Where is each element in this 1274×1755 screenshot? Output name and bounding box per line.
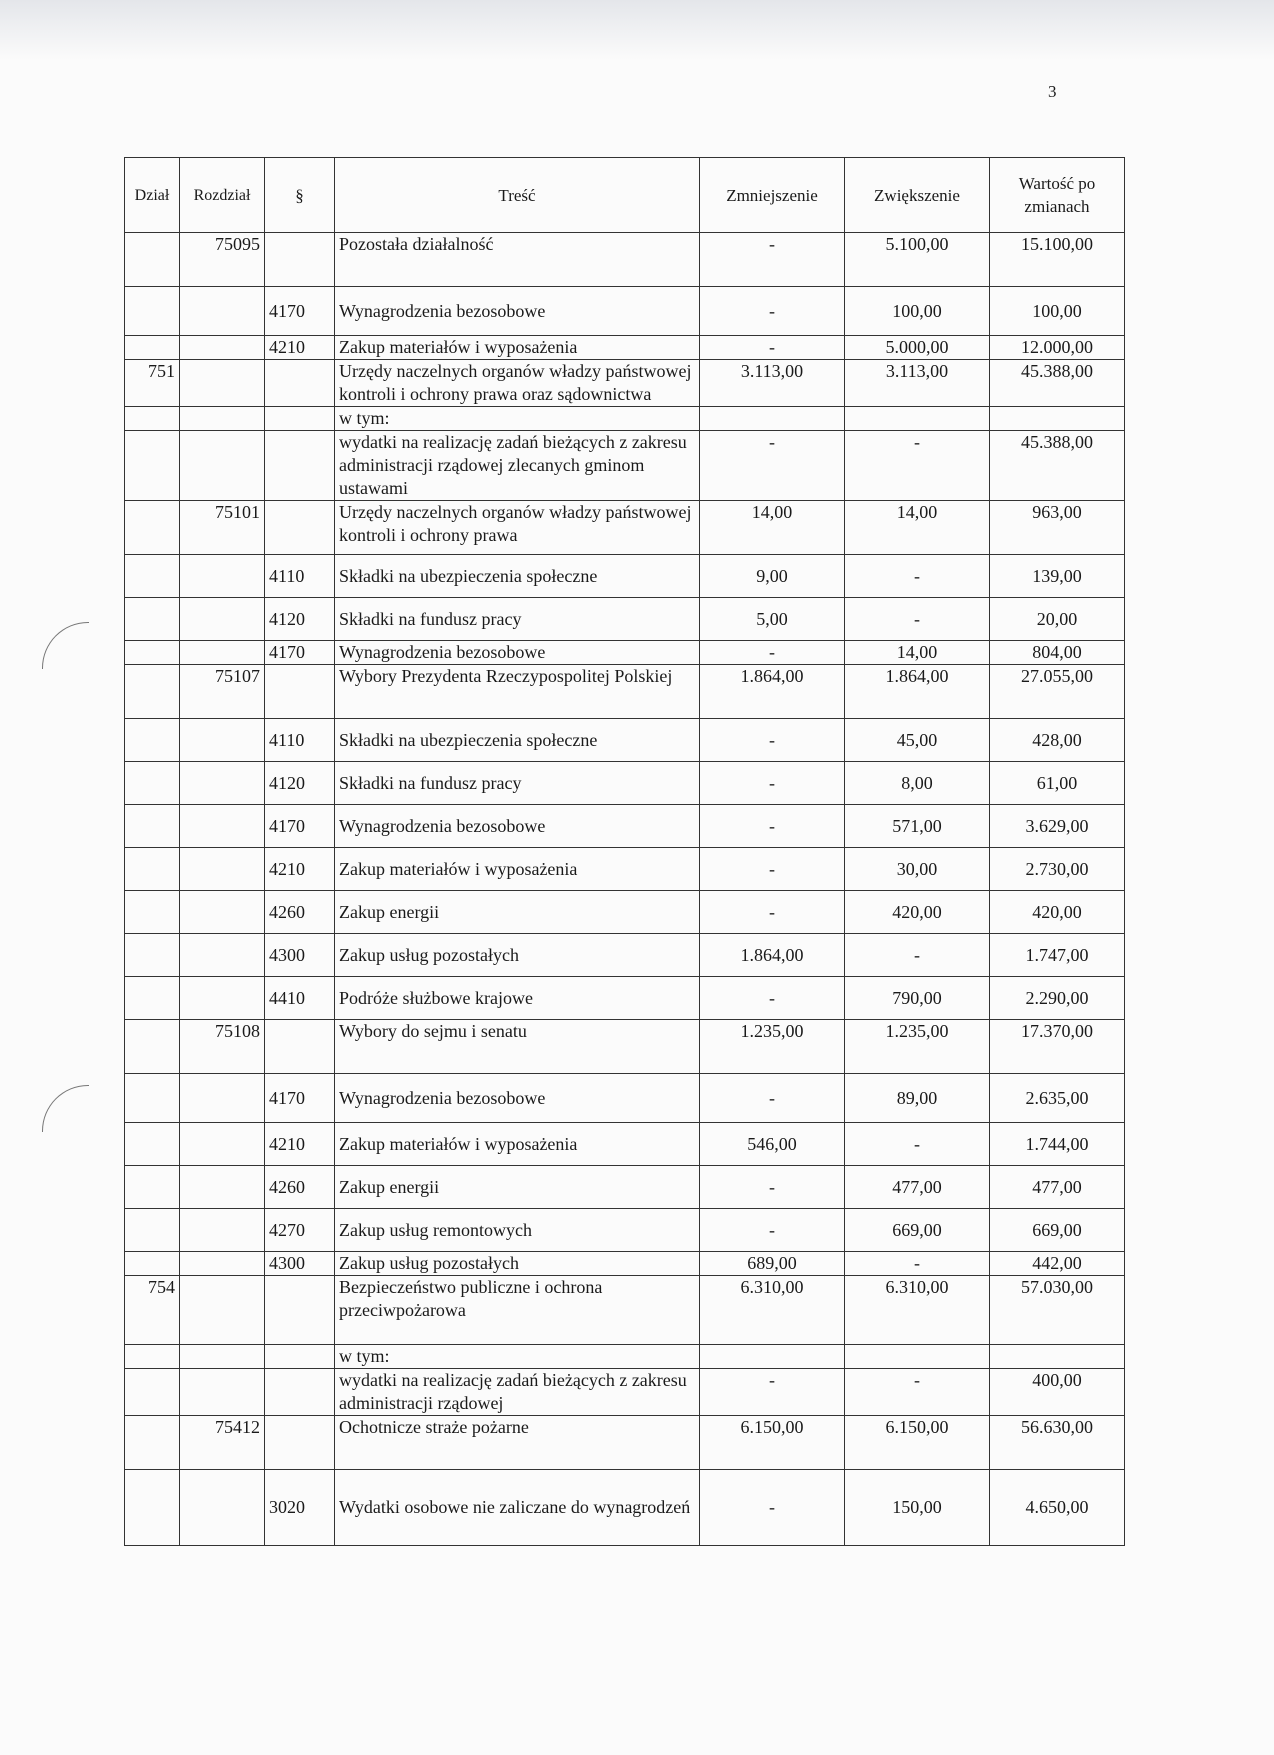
cell-rozdzial bbox=[180, 431, 265, 501]
table-row bbox=[125, 1166, 1125, 1209]
cell-rozdzial bbox=[180, 336, 265, 360]
cell-dzial bbox=[125, 977, 180, 1020]
cell-wartosc: 45.388,00 bbox=[990, 360, 1125, 407]
cell-tresc: Zakup usług remontowych bbox=[335, 1209, 700, 1252]
cell-zmniejszenie: - bbox=[700, 977, 845, 1020]
cell-wartosc: 3.629,00 bbox=[990, 805, 1125, 848]
header-tresc: Treść bbox=[335, 158, 700, 233]
cell-rozdzial bbox=[180, 287, 265, 336]
table-row bbox=[125, 1252, 1125, 1276]
cell-paragraf bbox=[265, 1020, 335, 1074]
cell-paragraf: 4170 bbox=[265, 1074, 335, 1123]
table-row bbox=[125, 665, 1125, 719]
punch-hole-mark bbox=[42, 622, 89, 669]
cell-paragraf bbox=[265, 1276, 335, 1345]
cell-tresc: Bezpieczeństwo publiczne i ochrona przeciwpożarowa bbox=[335, 1276, 700, 1345]
cell-zmniejszenie: - bbox=[700, 762, 845, 805]
cell-rozdzial bbox=[180, 641, 265, 665]
cell-zmniejszenie: - bbox=[700, 848, 845, 891]
cell-wartosc: 4.650,00 bbox=[990, 1470, 1125, 1546]
cell-zmniejszenie: 6.310,00 bbox=[700, 1276, 845, 1345]
cell-tresc: Zakup materiałów i wyposażenia bbox=[335, 336, 700, 360]
cell-dzial bbox=[125, 1369, 180, 1416]
cell-dzial bbox=[125, 555, 180, 598]
cell-zmniejszenie: - bbox=[700, 719, 845, 762]
cell-zwiekszenie: 14,00 bbox=[845, 501, 990, 555]
cell-wartosc: 12.000,00 bbox=[990, 336, 1125, 360]
cell-paragraf: 4260 bbox=[265, 1166, 335, 1209]
cell-rozdzial bbox=[180, 1123, 265, 1166]
cell-paragraf bbox=[265, 665, 335, 719]
header-zmniejszenie: Zmniejszenie bbox=[700, 158, 845, 233]
cell-dzial bbox=[125, 719, 180, 762]
cell-paragraf: 4110 bbox=[265, 555, 335, 598]
cell-dzial bbox=[125, 1345, 180, 1369]
cell-wartosc: 56.630,00 bbox=[990, 1416, 1125, 1470]
cell-paragraf: 4410 bbox=[265, 977, 335, 1020]
cell-zmniejszenie: 1.864,00 bbox=[700, 934, 845, 977]
cell-dzial bbox=[125, 1416, 180, 1470]
cell-rozdzial bbox=[180, 762, 265, 805]
cell-rozdzial bbox=[180, 891, 265, 934]
cell-rozdzial bbox=[180, 805, 265, 848]
table-row bbox=[125, 1345, 1125, 1369]
header-wartosc: Wartość po zmianach bbox=[990, 158, 1125, 233]
cell-zwiekszenie: - bbox=[845, 1252, 990, 1276]
cell-paragraf bbox=[265, 360, 335, 407]
cell-tresc: Podróże służbowe krajowe bbox=[335, 977, 700, 1020]
cell-rozdzial bbox=[180, 1209, 265, 1252]
cell-rozdzial: 75107 bbox=[180, 665, 265, 719]
cell-tresc: Pozostała działalność bbox=[335, 233, 700, 287]
header-rozdzial: Rozdział bbox=[180, 158, 265, 233]
cell-zmniejszenie: - bbox=[700, 805, 845, 848]
budget-table bbox=[124, 157, 1125, 1546]
cell-tresc: Ochotnicze straże pożarne bbox=[335, 1416, 700, 1470]
cell-rozdzial bbox=[180, 977, 265, 1020]
cell-zwiekszenie: - bbox=[845, 431, 990, 501]
cell-paragraf: 4170 bbox=[265, 641, 335, 665]
table-row bbox=[125, 1470, 1125, 1546]
table-row bbox=[125, 1074, 1125, 1123]
cell-tresc: Składki na fundusz pracy bbox=[335, 598, 700, 641]
cell-tresc: Zakup usług pozostałych bbox=[335, 934, 700, 977]
cell-rozdzial bbox=[180, 1345, 265, 1369]
cell-zwiekszenie: - bbox=[845, 555, 990, 598]
cell-paragraf: 4210 bbox=[265, 336, 335, 360]
table-row bbox=[125, 641, 1125, 665]
cell-tresc: Wynagrodzenia bezosobowe bbox=[335, 641, 700, 665]
table-row bbox=[125, 1416, 1125, 1470]
cell-tresc: Zakup usług pozostałych bbox=[335, 1252, 700, 1276]
cell-paragraf: 4300 bbox=[265, 934, 335, 977]
cell-tresc: Zakup materiałów i wyposażenia bbox=[335, 848, 700, 891]
cell-zwiekszenie: 790,00 bbox=[845, 977, 990, 1020]
table-row bbox=[125, 407, 1125, 431]
cell-wartosc bbox=[990, 407, 1125, 431]
cell-rozdzial bbox=[180, 934, 265, 977]
cell-rozdzial bbox=[180, 407, 265, 431]
table-row bbox=[125, 805, 1125, 848]
scan-shadow bbox=[0, 0, 1274, 60]
table-row bbox=[125, 287, 1125, 336]
cell-zwiekszenie: 8,00 bbox=[845, 762, 990, 805]
table-row bbox=[125, 233, 1125, 287]
cell-dzial bbox=[125, 1020, 180, 1074]
cell-zwiekszenie: 100,00 bbox=[845, 287, 990, 336]
cell-zmniejszenie: 5,00 bbox=[700, 598, 845, 641]
cell-rozdzial bbox=[180, 598, 265, 641]
cell-zmniejszenie: - bbox=[700, 287, 845, 336]
table-row bbox=[125, 1276, 1125, 1345]
cell-rozdzial bbox=[180, 1074, 265, 1123]
cell-rozdzial: 75101 bbox=[180, 501, 265, 555]
cell-zwiekszenie: 6.310,00 bbox=[845, 1276, 990, 1345]
cell-paragraf bbox=[265, 233, 335, 287]
cell-rozdzial bbox=[180, 1369, 265, 1416]
cell-wartosc: 804,00 bbox=[990, 641, 1125, 665]
cell-zwiekszenie: 45,00 bbox=[845, 719, 990, 762]
cell-zwiekszenie: 30,00 bbox=[845, 848, 990, 891]
cell-paragraf bbox=[265, 1416, 335, 1470]
cell-wartosc: 669,00 bbox=[990, 1209, 1125, 1252]
cell-zmniejszenie: - bbox=[700, 1074, 845, 1123]
table-row bbox=[125, 431, 1125, 501]
cell-tresc: Zakup materiałów i wyposażenia bbox=[335, 1123, 700, 1166]
cell-wartosc: 2.635,00 bbox=[990, 1074, 1125, 1123]
cell-wartosc: 477,00 bbox=[990, 1166, 1125, 1209]
cell-wartosc: 1.744,00 bbox=[990, 1123, 1125, 1166]
cell-zmniejszenie bbox=[700, 407, 845, 431]
table-row bbox=[125, 891, 1125, 934]
cell-paragraf bbox=[265, 1345, 335, 1369]
cell-dzial bbox=[125, 641, 180, 665]
cell-rozdzial bbox=[180, 1470, 265, 1546]
cell-dzial bbox=[125, 336, 180, 360]
cell-wartosc: 2.290,00 bbox=[990, 977, 1125, 1020]
punch-hole-mark bbox=[42, 1085, 89, 1132]
cell-wartosc: 20,00 bbox=[990, 598, 1125, 641]
cell-zwiekszenie: 14,00 bbox=[845, 641, 990, 665]
cell-zwiekszenie bbox=[845, 407, 990, 431]
cell-dzial bbox=[125, 287, 180, 336]
cell-rozdzial bbox=[180, 1276, 265, 1345]
cell-wartosc: 428,00 bbox=[990, 719, 1125, 762]
cell-tresc: Urzędy naczelnych organów władzy państwowej kontroli i ochrony prawa bbox=[335, 501, 700, 555]
header-zwiekszenie: Zwiększenie bbox=[845, 158, 990, 233]
cell-rozdzial bbox=[180, 848, 265, 891]
cell-zmniejszenie: 1.235,00 bbox=[700, 1020, 845, 1074]
cell-wartosc: 400,00 bbox=[990, 1369, 1125, 1416]
cell-wartosc: 17.370,00 bbox=[990, 1020, 1125, 1074]
cell-wartosc: 963,00 bbox=[990, 501, 1125, 555]
cell-tresc: w tym: bbox=[335, 1345, 700, 1369]
header-row bbox=[125, 158, 1125, 233]
table-row bbox=[125, 1209, 1125, 1252]
cell-wartosc: 27.055,00 bbox=[990, 665, 1125, 719]
table-row bbox=[125, 336, 1125, 360]
cell-zwiekszenie: - bbox=[845, 1369, 990, 1416]
cell-dzial bbox=[125, 848, 180, 891]
cell-zmniejszenie: - bbox=[700, 1470, 845, 1546]
cell-zwiekszenie bbox=[845, 1345, 990, 1369]
cell-paragraf: 4300 bbox=[265, 1252, 335, 1276]
cell-paragraf bbox=[265, 501, 335, 555]
cell-tresc: Wynagrodzenia bezosobowe bbox=[335, 287, 700, 336]
cell-tresc: Zakup energii bbox=[335, 1166, 700, 1209]
cell-zwiekszenie: 477,00 bbox=[845, 1166, 990, 1209]
cell-tresc: Składki na ubezpieczenia społeczne bbox=[335, 719, 700, 762]
cell-paragraf: 4210 bbox=[265, 1123, 335, 1166]
cell-dzial bbox=[125, 1123, 180, 1166]
cell-paragraf: 4260 bbox=[265, 891, 335, 934]
cell-wartosc: 139,00 bbox=[990, 555, 1125, 598]
cell-zwiekszenie: 1.864,00 bbox=[845, 665, 990, 719]
cell-zwiekszenie: - bbox=[845, 598, 990, 641]
cell-tresc: w tym: bbox=[335, 407, 700, 431]
cell-paragraf: 4120 bbox=[265, 762, 335, 805]
cell-tresc: Składki na ubezpieczenia społeczne bbox=[335, 555, 700, 598]
cell-zwiekszenie: 669,00 bbox=[845, 1209, 990, 1252]
cell-dzial: 754 bbox=[125, 1276, 180, 1345]
cell-tresc: Wynagrodzenia bezosobowe bbox=[335, 805, 700, 848]
cell-dzial bbox=[125, 805, 180, 848]
cell-dzial bbox=[125, 891, 180, 934]
cell-paragraf bbox=[265, 1369, 335, 1416]
cell-wartosc: 2.730,00 bbox=[990, 848, 1125, 891]
cell-dzial bbox=[125, 665, 180, 719]
cell-tresc: Składki na fundusz pracy bbox=[335, 762, 700, 805]
cell-zmniejszenie: 1.864,00 bbox=[700, 665, 845, 719]
cell-wartosc: 57.030,00 bbox=[990, 1276, 1125, 1345]
cell-zmniejszenie: - bbox=[700, 1209, 845, 1252]
cell-zwiekszenie: 5.100,00 bbox=[845, 233, 990, 287]
cell-tresc: Wynagrodzenia bezosobowe bbox=[335, 1074, 700, 1123]
cell-tresc: Wydatki osobowe nie zaliczane do wynagrodzeń bbox=[335, 1470, 700, 1546]
cell-wartosc: 420,00 bbox=[990, 891, 1125, 934]
cell-paragraf: 3020 bbox=[265, 1470, 335, 1546]
cell-paragraf: 4110 bbox=[265, 719, 335, 762]
cell-paragraf bbox=[265, 407, 335, 431]
cell-zmniejszenie: - bbox=[700, 1369, 845, 1416]
cell-dzial bbox=[125, 431, 180, 501]
cell-dzial: 751 bbox=[125, 360, 180, 407]
cell-wartosc: 61,00 bbox=[990, 762, 1125, 805]
cell-dzial bbox=[125, 598, 180, 641]
cell-wartosc: 15.100,00 bbox=[990, 233, 1125, 287]
header-dzial: Dział bbox=[125, 158, 180, 233]
cell-rozdzial: 75095 bbox=[180, 233, 265, 287]
cell-dzial bbox=[125, 762, 180, 805]
cell-dzial bbox=[125, 934, 180, 977]
cell-dzial bbox=[125, 1252, 180, 1276]
header-paragraf: § bbox=[265, 158, 335, 233]
cell-zmniejszenie: - bbox=[700, 641, 845, 665]
cell-zwiekszenie: 89,00 bbox=[845, 1074, 990, 1123]
cell-dzial bbox=[125, 1209, 180, 1252]
cell-wartosc bbox=[990, 1345, 1125, 1369]
cell-tresc: wydatki na realizację zadań bieżących z zakresu administracji rządowej zlecanych gminom ustawami bbox=[335, 431, 700, 501]
cell-rozdzial bbox=[180, 1166, 265, 1209]
cell-zwiekszenie: 6.150,00 bbox=[845, 1416, 990, 1470]
page-number: 3 bbox=[1048, 82, 1057, 101]
cell-tresc: Wybory do sejmu i senatu bbox=[335, 1020, 700, 1074]
cell-zmniejszenie: - bbox=[700, 891, 845, 934]
cell-rozdzial bbox=[180, 555, 265, 598]
table-row bbox=[125, 501, 1125, 555]
cell-zmniejszenie: 14,00 bbox=[700, 501, 845, 555]
table-row bbox=[125, 719, 1125, 762]
cell-zmniejszenie: - bbox=[700, 233, 845, 287]
cell-dzial bbox=[125, 1166, 180, 1209]
cell-tresc: Wybory Prezydenta Rzeczypospolitej Polskiej bbox=[335, 665, 700, 719]
cell-paragraf: 4270 bbox=[265, 1209, 335, 1252]
table-row bbox=[125, 360, 1125, 407]
cell-paragraf: 4170 bbox=[265, 287, 335, 336]
cell-zwiekszenie: 1.235,00 bbox=[845, 1020, 990, 1074]
cell-zwiekszenie: - bbox=[845, 934, 990, 977]
cell-tresc: Zakup energii bbox=[335, 891, 700, 934]
cell-paragraf bbox=[265, 431, 335, 501]
cell-rozdzial bbox=[180, 719, 265, 762]
cell-zwiekszenie: 571,00 bbox=[845, 805, 990, 848]
cell-paragraf: 4120 bbox=[265, 598, 335, 641]
cell-rozdzial bbox=[180, 360, 265, 407]
table-row bbox=[125, 1369, 1125, 1416]
cell-dzial bbox=[125, 233, 180, 287]
cell-zmniejszenie: 3.113,00 bbox=[700, 360, 845, 407]
cell-rozdzial bbox=[180, 1252, 265, 1276]
cell-zmniejszenie: - bbox=[700, 336, 845, 360]
cell-dzial bbox=[125, 1470, 180, 1546]
cell-dzial bbox=[125, 1074, 180, 1123]
table-row bbox=[125, 1020, 1125, 1074]
cell-rozdzial: 75412 bbox=[180, 1416, 265, 1470]
cell-zwiekszenie: 5.000,00 bbox=[845, 336, 990, 360]
cell-zwiekszenie: - bbox=[845, 1123, 990, 1166]
cell-dzial bbox=[125, 501, 180, 555]
table-row bbox=[125, 1123, 1125, 1166]
cell-paragraf: 4210 bbox=[265, 848, 335, 891]
cell-zmniejszenie bbox=[700, 1345, 845, 1369]
cell-zmniejszenie: 9,00 bbox=[700, 555, 845, 598]
cell-wartosc: 442,00 bbox=[990, 1252, 1125, 1276]
cell-zmniejszenie: 689,00 bbox=[700, 1252, 845, 1276]
cell-wartosc: 1.747,00 bbox=[990, 934, 1125, 977]
table-body bbox=[125, 233, 1125, 1546]
cell-dzial bbox=[125, 407, 180, 431]
cell-zwiekszenie: 3.113,00 bbox=[845, 360, 990, 407]
cell-zmniejszenie: - bbox=[700, 431, 845, 501]
cell-tresc: wydatki na realizację zadań bieżących z zakresu administracji rządowej bbox=[335, 1369, 700, 1416]
table-row bbox=[125, 762, 1125, 805]
table-row bbox=[125, 934, 1125, 977]
cell-rozdzial: 75108 bbox=[180, 1020, 265, 1074]
cell-tresc: Urzędy naczelnych organów władzy państwowej kontroli i ochrony prawa oraz sądownictwa bbox=[335, 360, 700, 407]
cell-zmniejszenie: 6.150,00 bbox=[700, 1416, 845, 1470]
cell-zmniejszenie: - bbox=[700, 1166, 845, 1209]
cell-wartosc: 100,00 bbox=[990, 287, 1125, 336]
table-row bbox=[125, 555, 1125, 598]
table-row bbox=[125, 598, 1125, 641]
table-row bbox=[125, 977, 1125, 1020]
cell-wartosc: 45.388,00 bbox=[990, 431, 1125, 501]
cell-zmniejszenie: 546,00 bbox=[700, 1123, 845, 1166]
cell-zwiekszenie: 420,00 bbox=[845, 891, 990, 934]
table-row bbox=[125, 848, 1125, 891]
cell-paragraf: 4170 bbox=[265, 805, 335, 848]
cell-zwiekszenie: 150,00 bbox=[845, 1470, 990, 1546]
